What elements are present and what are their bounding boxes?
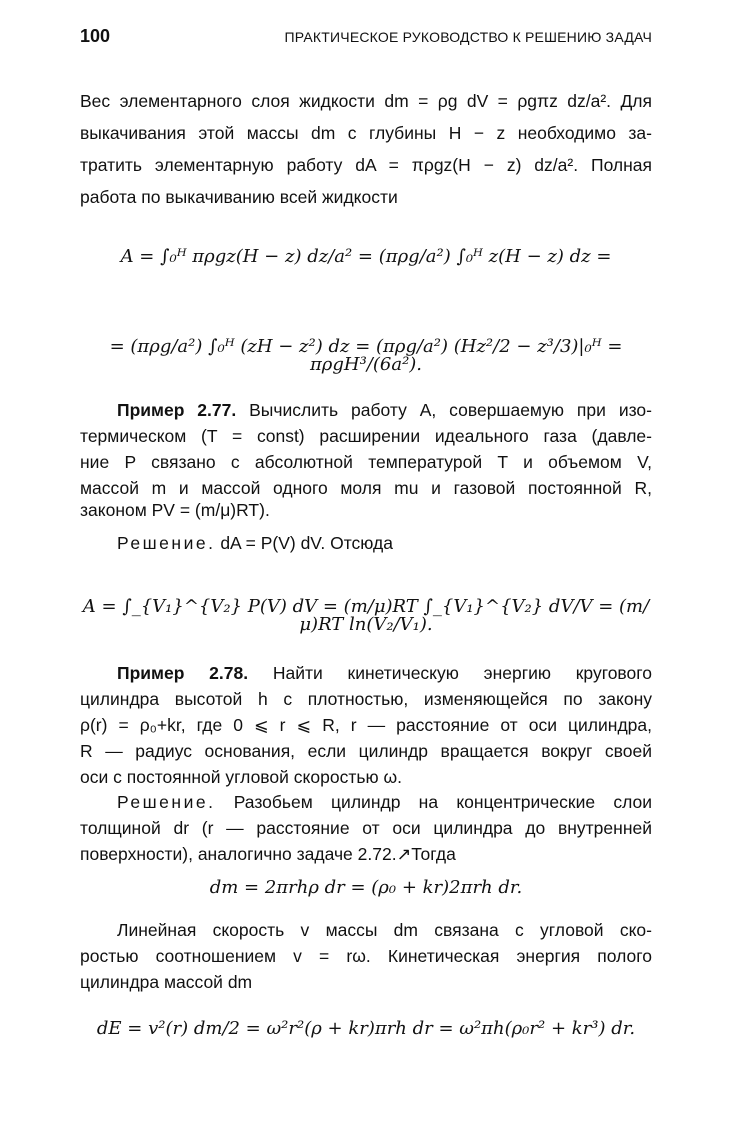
formula-work-result: = (πρg/a²) ∫₀ᴴ (zH − z²) dz = (πρg/a²) (Hz²/2 − z³/3)|₀ᴴ = πρgH³/(6a²).: [109, 336, 623, 375]
text-line: цилиндра массой dm: [80, 972, 253, 992]
example-label: Пример 2.77.: [117, 400, 237, 420]
text-line: термическом (T = const) расширении идеального газа (давле-: [80, 426, 652, 446]
text-line: цилиндра высотой h с плотностью, изменяющейся по закону: [80, 689, 652, 709]
formula-work-integral: A = ∫₀ᴴ πρgz(H − z) dz/a² = (πρg/a²) ∫₀ᴴ z(H − z) dz =: [120, 246, 612, 267]
text-line: Вычислить работу A, совершаемую при изо-: [249, 400, 652, 420]
formula-dE: dE = v²(r) dm/2 = ω²r²(ρ + kr)πrh dr = ω²πh(ρ₀r² + kr³) dr.: [96, 1018, 636, 1039]
text-line: R — радиус основания, если цилиндр вращается вокруг своей: [80, 741, 652, 761]
text-line: ростью соотношением v = rω. Кинетическая энергия полого: [80, 946, 652, 966]
page-header: [80, 26, 652, 50]
text-line: массой m и массой одного моля mu и газовой постоянной R,: [80, 478, 652, 498]
text-line: ρ(r) = ρ₀+kr, где 0 ⩽ r ⩽ R, r — расстояние от оси цилиндра,: [80, 715, 652, 735]
text-line: работа по выкачиванию всей жидкости: [80, 187, 398, 207]
solution-label: Решение.: [117, 792, 216, 812]
solution-label: Решение.: [117, 533, 216, 553]
solution-line: [117, 530, 652, 556]
solution-line: [117, 789, 652, 815]
example-2-77-first-line: [117, 397, 652, 423]
running-title: ПРАКТИЧЕСКОЕ РУКОВОДСТВО К РЕШЕНИЮ ЗАДАЧ: [284, 29, 652, 45]
example-2-78-first-line: [117, 660, 652, 686]
text-line: ние P связано с абсолютной температурой T и объемом V,: [80, 452, 652, 472]
text-line: законом PV = (m/μ)RT).: [80, 500, 270, 520]
text-line: оси с постоянной угловой скоростью ω.: [80, 767, 402, 787]
formula-isothermal-work: A = ∫_{V₁}^{V₂} P(V) dV = (m/μ)RT ∫_{V₁}^{V₂} dV/V = (m/μ)RT ln(V₂/V₁).: [82, 596, 650, 635]
page-number: 100: [80, 26, 111, 46]
text-line: Найти кинетическую энергию кругового: [272, 663, 652, 683]
text-line: Разобьем цилиндр на концентрические слои: [233, 792, 652, 812]
text-line: Вес элементарного слоя жидкости dm = ρg dV = ρgπz dz/a². Для: [80, 91, 652, 111]
text-line: толщиной dr (r — расстояние от оси цилиндра до внутренней: [80, 818, 652, 838]
text-line: выкачивания этой массы dm с глубины H − z необходимо за-: [80, 123, 652, 143]
example-label: Пример 2.78.: [117, 663, 249, 683]
solution-text: dA = P(V) dV. Отсюда: [220, 533, 393, 553]
text-line: Линейная скорость v массы dm связана с угловой ско-: [117, 920, 652, 940]
text-line: тратить элементарную работу dA = πρgz(H − z) dz/a². Полная: [80, 155, 652, 175]
formula-dm: dm = 2πrhρ dr = (ρ₀ + kr)2πrh dr.: [209, 877, 523, 898]
text-line: поверхности), аналогично задаче 2.72.↗Тогда: [80, 844, 456, 864]
